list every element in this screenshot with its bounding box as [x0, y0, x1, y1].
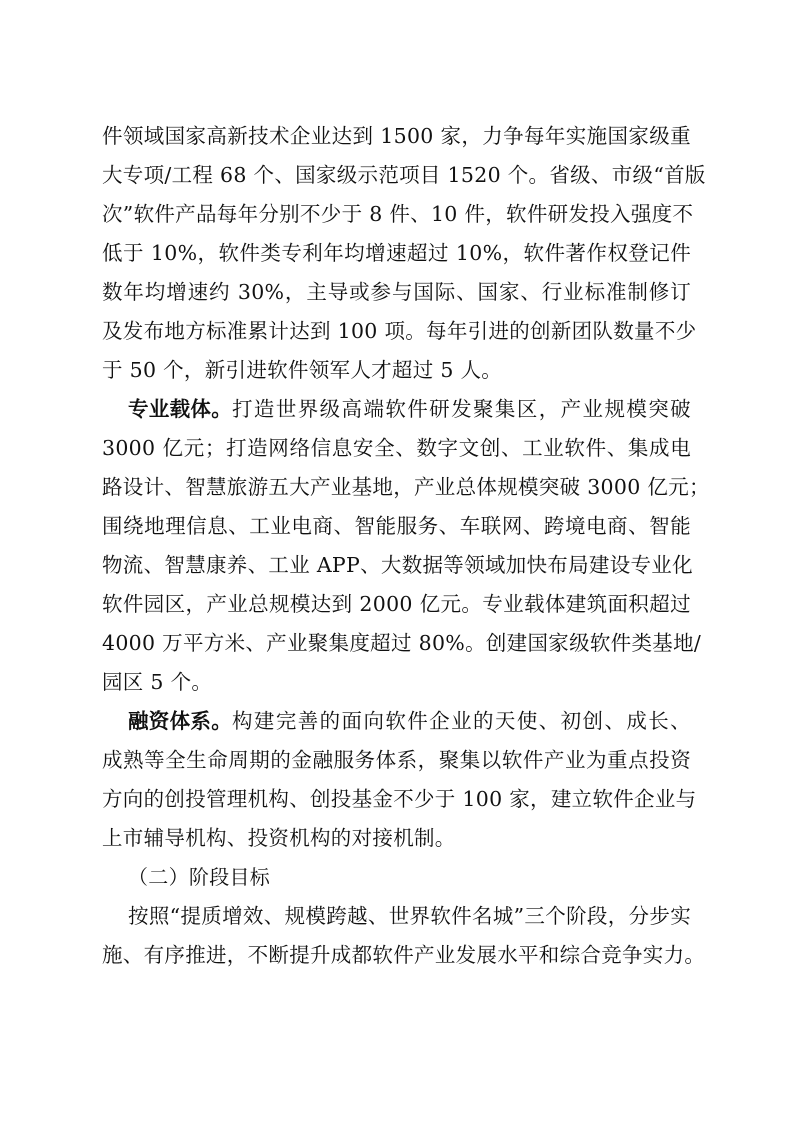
- paragraph-2-line-4: 围绕地理信息、工业电商、智能服务、车联网、跨境电商、智能: [102, 514, 691, 538]
- paragraph-3-line-1: [128, 703, 691, 739]
- paragraph-4-line-2: 施、有序推进，不断提升成都软件产业发展水平和综合竞争实力。: [102, 943, 706, 967]
- paragraph-1-line-7: 于 50 个，新引进软件领军人才超过 5 人。: [102, 358, 503, 382]
- paragraph-1-line-2: 大专项/工程 68 个、国家级示范项目 1520 个。省级、市级“首版: [102, 163, 706, 187]
- paragraph-3-line-4: 上市辅导机构、投资机构的对接机制。: [102, 826, 456, 850]
- paragraph-3-line-2: 成熟等全生命周期的金融服务体系，聚集以软件产业为重点投资: [102, 748, 691, 772]
- paragraph-2-line-6: 软件园区，产业总规模达到 2000 亿元。专业载体建筑面积超过: [102, 592, 691, 616]
- paragraph-2-line-3: 路设计、智慧旅游五大产业基地，产业总体规模突破 3000 亿元；: [102, 475, 710, 499]
- paragraph-3-line-1-text: 构建完善的面向软件企业的天使、初创、成长、: [232, 709, 691, 733]
- paragraph-1-line-1: 件领域国家高新技术企业达到 1500 家，力争每年实施国家级重: [102, 124, 691, 148]
- paragraph-1-line-5: 数年均增速约 30%，主导或参与国际、国家、行业标准制修订: [102, 280, 691, 304]
- paragraph-1-line-6: 及发布地方标准累计达到 100 项。每年引进的创新团队数量不少: [102, 319, 697, 343]
- paragraph-2-line-2: 3000 亿元；打造网络信息安全、数字文创、工业软件、集成电: [102, 436, 691, 460]
- paragraph-2-line-1-text: 打造世界级高端软件研发聚集区，产业规模突破: [232, 397, 691, 421]
- paragraph-2-line-8: 园区 5 个。: [102, 670, 213, 694]
- paragraph-4-line-1: 按照“提质增效、规模跨越、世界软件名城”三个阶段，分步实: [128, 904, 691, 928]
- paragraph-2-line-7: 4000 万平方米、产业聚集度超过 80%。创建国家级软件类基地/: [102, 631, 702, 655]
- paragraph-3-line-3: 方向的创投管理机构、创投基金不少于 100 家，建立软件企业与: [102, 787, 697, 811]
- paragraph-1-line-4: 低于 10%，软件类专利年均增速超过 10%，软件著作权登记件: [102, 241, 691, 265]
- paragraph-2-line-5: 物流、智慧康养、工业 APP、大数据等领域加快布局建设专业化: [102, 553, 693, 577]
- paragraph-3-lead: 融资体系。: [128, 709, 232, 733]
- paragraph-1-line-3: 次”软件产品每年分别不少于 8 件、10 件，软件研发投入强度不: [102, 202, 694, 226]
- paragraph-2-line-1: [128, 391, 691, 427]
- paragraph-2-lead: 专业载体。: [128, 397, 232, 421]
- section-heading: （二）阶段目标: [128, 865, 271, 889]
